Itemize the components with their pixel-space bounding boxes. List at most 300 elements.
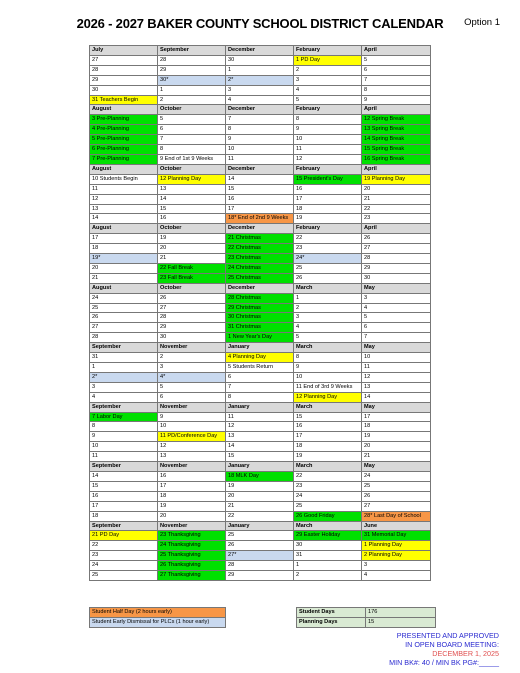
- calendar-row: [90, 55, 431, 65]
- approval-note: [389, 631, 499, 667]
- day-cell: 13: [226, 432, 294, 442]
- day-cell: 18: [362, 422, 431, 432]
- day-cell: 9: [158, 412, 226, 422]
- calendar-row: [90, 244, 431, 254]
- legend-early-dismissal: Student Early Dismissal for PLCs (1 hour early): [90, 618, 226, 628]
- day-cell: 18: [294, 442, 362, 452]
- calendar-row: [90, 471, 431, 481]
- day-cell: 19 Planning Day: [362, 174, 431, 184]
- day-cell: 8: [362, 85, 431, 95]
- day-cell: 30: [362, 273, 431, 283]
- day-cell: 4 Pre-Planning: [90, 125, 158, 135]
- day-cell: 26: [362, 491, 431, 501]
- day-cell: 31: [294, 551, 362, 561]
- day-cell: 11 PD/Conference Day: [158, 432, 226, 442]
- month-header-cell: September: [90, 343, 158, 353]
- day-cell: 20: [158, 511, 226, 521]
- day-cell: 21 PD Day: [90, 531, 158, 541]
- day-cell: 15: [226, 184, 294, 194]
- day-cell: 5: [362, 55, 431, 65]
- month-header-cell: December: [226, 283, 294, 293]
- day-cell: 28: [90, 333, 158, 343]
- calendar-row: [90, 263, 431, 273]
- day-cell: 19: [362, 432, 431, 442]
- month-header-cell: May: [362, 343, 431, 353]
- day-cell: 26: [362, 234, 431, 244]
- month-header-cell: July: [90, 46, 158, 56]
- calendar-row: [90, 75, 431, 85]
- day-cell: 25 Christmas: [226, 273, 294, 283]
- day-cell: 16: [90, 491, 158, 501]
- calendar-row: [90, 65, 431, 75]
- month-header-row: [90, 224, 431, 234]
- month-header-cell: February: [294, 224, 362, 234]
- day-cell: 24: [90, 293, 158, 303]
- approval-minutes: MIN BK#: 40 / MIN BK PG#:_____: [389, 658, 499, 667]
- day-cell: 29: [362, 263, 431, 273]
- day-cell: 23: [362, 214, 431, 224]
- day-cell: 10: [90, 442, 158, 452]
- calendar-row: [90, 194, 431, 204]
- day-cell: 10: [294, 135, 362, 145]
- month-header-cell: March: [294, 283, 362, 293]
- day-cell: 12 Spring Break: [362, 115, 431, 125]
- day-cell: 19: [158, 501, 226, 511]
- day-cell: 24: [362, 471, 431, 481]
- day-cell: 16: [226, 194, 294, 204]
- day-cell: 8: [90, 422, 158, 432]
- day-cell: 22: [294, 234, 362, 244]
- day-cell: 4: [226, 95, 294, 105]
- month-header-cell: September: [158, 46, 226, 56]
- day-cell: 15: [90, 481, 158, 491]
- day-cell: 5: [158, 115, 226, 125]
- month-header-cell: February: [294, 164, 362, 174]
- day-cell: 8: [226, 392, 294, 402]
- day-cell: 3: [294, 313, 362, 323]
- day-cell: 24*: [294, 254, 362, 264]
- month-header-row: [90, 46, 431, 56]
- day-cell: 16 Spring Break: [362, 154, 431, 164]
- day-cell: 5: [294, 95, 362, 105]
- day-cell: 11: [90, 184, 158, 194]
- day-cell: 10: [294, 372, 362, 382]
- day-cell: 26 Thanksgiving: [158, 561, 226, 571]
- day-cell: 18 MLK Day: [226, 471, 294, 481]
- month-header-cell: August: [90, 164, 158, 174]
- calendar-table: [89, 45, 431, 581]
- day-cell: 9: [294, 125, 362, 135]
- day-cell: 7: [226, 382, 294, 392]
- day-cell: 1: [90, 363, 158, 373]
- day-cell: 5 Pre-Planning: [90, 135, 158, 145]
- day-cell: 3 Pre-Planning: [90, 115, 158, 125]
- day-cell: 14 Spring Break: [362, 135, 431, 145]
- calendar-row: [90, 204, 431, 214]
- day-cell: 4: [294, 85, 362, 95]
- calendar-row: [90, 313, 431, 323]
- day-cell: 12: [158, 442, 226, 452]
- day-cell: 31: [90, 353, 158, 363]
- day-cell: 21: [362, 452, 431, 462]
- day-cell: 30*: [158, 75, 226, 85]
- day-cell: 20: [226, 491, 294, 501]
- approval-date: DECEMBER 1, 2025: [432, 649, 499, 658]
- day-cell: 25: [226, 531, 294, 541]
- day-cell: 27: [90, 55, 158, 65]
- calendar-row: [90, 154, 431, 164]
- day-cell: 29 Easter Holiday: [294, 531, 362, 541]
- day-cell: 8: [158, 145, 226, 155]
- day-cell: 4: [90, 392, 158, 402]
- month-header-cell: September: [90, 521, 158, 531]
- day-cell: 27: [362, 501, 431, 511]
- day-cell: 8: [294, 115, 362, 125]
- month-header-cell: June: [362, 521, 431, 531]
- day-cell: 24 Christmas: [226, 263, 294, 273]
- month-header-cell: November: [158, 402, 226, 412]
- month-header-cell: April: [362, 105, 431, 115]
- day-cell: 25: [294, 263, 362, 273]
- calendar-row: [90, 214, 431, 224]
- day-cell: 12 Planning Day: [158, 174, 226, 184]
- legend-spacer: [226, 618, 297, 628]
- month-header-cell: December: [226, 46, 294, 56]
- month-header-cell: February: [294, 46, 362, 56]
- calendar-row: [90, 561, 431, 571]
- month-header-cell: December: [226, 105, 294, 115]
- day-cell: 9: [294, 363, 362, 373]
- day-cell: 25 Thanksgiving: [158, 551, 226, 561]
- month-header-cell: August: [90, 283, 158, 293]
- day-cell: 13: [158, 184, 226, 194]
- month-header-cell: May: [362, 402, 431, 412]
- day-cell: 7 Pre-Planning: [90, 154, 158, 164]
- day-cell: 12: [294, 154, 362, 164]
- calendar-row: [90, 491, 431, 501]
- calendar-row: [90, 541, 431, 551]
- day-cell: 13: [158, 452, 226, 462]
- calendar-row: [90, 254, 431, 264]
- day-cell: 24: [90, 561, 158, 571]
- day-cell: 23: [294, 244, 362, 254]
- day-cell: 5: [294, 333, 362, 343]
- month-header-cell: January: [226, 402, 294, 412]
- calendar-row: [90, 363, 431, 373]
- day-cell: 4 Planning Day: [226, 353, 294, 363]
- day-cell: 22: [90, 541, 158, 551]
- month-header-cell: January: [226, 343, 294, 353]
- day-cell: 15: [294, 412, 362, 422]
- day-cell: 1: [294, 293, 362, 303]
- calendar-body: [90, 46, 431, 581]
- day-cell: 28* Last Day of School: [362, 511, 431, 521]
- month-header-cell: January: [226, 462, 294, 472]
- calendar-row: [90, 511, 431, 521]
- day-cell: 28: [90, 65, 158, 75]
- day-cell: 27: [362, 244, 431, 254]
- planning-days-label: Planning Days: [297, 618, 366, 628]
- day-cell: 18: [90, 244, 158, 254]
- day-cell: 9: [226, 135, 294, 145]
- month-header-cell: March: [294, 402, 362, 412]
- day-cell: 23: [90, 551, 158, 561]
- day-cell: 13: [90, 204, 158, 214]
- calendar-row: [90, 551, 431, 561]
- month-header-cell: November: [158, 462, 226, 472]
- calendar-row: [90, 422, 431, 432]
- day-cell: 30: [158, 333, 226, 343]
- day-cell: 22 Fall Break: [158, 263, 226, 273]
- day-cell: 7: [158, 135, 226, 145]
- calendar-row: [90, 95, 431, 105]
- day-cell: 22 Christmas: [226, 244, 294, 254]
- day-cell: 29: [226, 571, 294, 581]
- day-cell: 3: [158, 363, 226, 373]
- day-cell: 30 Christmas: [226, 313, 294, 323]
- day-cell: 15: [158, 204, 226, 214]
- day-cell: 7: [226, 115, 294, 125]
- calendar-row: [90, 432, 431, 442]
- day-cell: 3: [362, 561, 431, 571]
- day-cell: 6: [158, 392, 226, 402]
- approval-line-1: PRESENTED AND APPROVED: [396, 631, 499, 640]
- day-cell: 18* End of 2nd 9 Weeks: [226, 214, 294, 224]
- month-header-row: [90, 105, 431, 115]
- day-cell: 17: [90, 234, 158, 244]
- calendar-row: [90, 303, 431, 313]
- day-cell: 8: [294, 353, 362, 363]
- day-cell: 2: [158, 95, 226, 105]
- day-cell: 29: [158, 323, 226, 333]
- day-cell: 7: [362, 75, 431, 85]
- month-header-cell: October: [158, 283, 226, 293]
- month-header-row: [90, 462, 431, 472]
- month-header-cell: March: [294, 521, 362, 531]
- day-cell: 13: [362, 382, 431, 392]
- day-cell: 31 Teachers Begin: [90, 95, 158, 105]
- day-cell: 1 New Year's Day: [226, 333, 294, 343]
- day-cell: 9: [362, 95, 431, 105]
- day-cell: 18: [90, 511, 158, 521]
- day-cell: 4: [362, 571, 431, 581]
- day-cell: 3: [362, 293, 431, 303]
- day-cell: 30: [294, 541, 362, 551]
- day-cell: 6: [362, 323, 431, 333]
- day-cell: 11: [90, 452, 158, 462]
- day-cell: 19: [226, 481, 294, 491]
- month-header-cell: August: [90, 105, 158, 115]
- legend-table: [89, 607, 436, 628]
- day-cell: 14: [158, 194, 226, 204]
- day-cell: 3: [226, 85, 294, 95]
- day-cell: 16: [158, 471, 226, 481]
- day-cell: 1 Planning Day: [362, 541, 431, 551]
- day-cell: 28: [226, 561, 294, 571]
- calendar-row: [90, 412, 431, 422]
- day-cell: 6: [362, 65, 431, 75]
- day-cell: 25: [90, 571, 158, 581]
- page-title: 2026 - 2027 BAKER COUNTY SCHOOL DISTRICT CALENDAR: [76, 16, 444, 31]
- day-cell: 2*: [226, 75, 294, 85]
- calendar-row: [90, 442, 431, 452]
- day-cell: 14: [90, 214, 158, 224]
- day-cell: 5: [158, 382, 226, 392]
- calendar-row: [90, 501, 431, 511]
- day-cell: 26: [294, 273, 362, 283]
- day-cell: 25: [294, 501, 362, 511]
- month-header-cell: August: [90, 224, 158, 234]
- day-cell: 11 End of 3rd 9 Weeks: [294, 382, 362, 392]
- day-cell: 2: [294, 571, 362, 581]
- day-cell: 29: [90, 75, 158, 85]
- day-cell: 19: [294, 214, 362, 224]
- day-cell: 31 Memorial Day: [362, 531, 431, 541]
- day-cell: 19: [294, 452, 362, 462]
- calendar-row: [90, 392, 431, 402]
- option-label: Option 1: [464, 17, 500, 28]
- month-header-row: [90, 521, 431, 531]
- calendar-row: [90, 531, 431, 541]
- day-cell: 2*: [90, 372, 158, 382]
- day-cell: 14: [226, 174, 294, 184]
- day-cell: 3: [90, 382, 158, 392]
- day-cell: 2: [158, 353, 226, 363]
- day-cell: 2: [294, 65, 362, 75]
- calendar-row: [90, 234, 431, 244]
- day-cell: 3: [294, 75, 362, 85]
- calendar-row: [90, 571, 431, 581]
- approval-line-2: IN OPEN BOARD MEETING:: [405, 640, 499, 649]
- month-header-cell: January: [226, 521, 294, 531]
- month-header-cell: April: [362, 164, 431, 174]
- day-cell: 11: [362, 363, 431, 373]
- month-header-row: [90, 343, 431, 353]
- day-cell: 27: [158, 303, 226, 313]
- month-header-cell: November: [158, 521, 226, 531]
- month-header-cell: October: [158, 224, 226, 234]
- day-cell: 14: [226, 442, 294, 452]
- day-cell: 28 Christmas: [226, 293, 294, 303]
- day-cell: 21: [362, 194, 431, 204]
- day-cell: 21: [226, 501, 294, 511]
- calendar-row: [90, 184, 431, 194]
- month-header-row: [90, 402, 431, 412]
- month-header-cell: September: [90, 402, 158, 412]
- calendar-row: [90, 125, 431, 135]
- day-cell: 15 Spring Break: [362, 145, 431, 155]
- day-cell: 4*: [158, 372, 226, 382]
- day-cell: 6: [226, 372, 294, 382]
- calendar-row: [90, 353, 431, 363]
- day-cell: 22: [362, 204, 431, 214]
- day-cell: 11: [226, 154, 294, 164]
- month-header-cell: October: [158, 164, 226, 174]
- calendar-row: [90, 481, 431, 491]
- day-cell: 22: [226, 511, 294, 521]
- day-cell: 12 Planning Day: [294, 392, 362, 402]
- day-cell: 17: [294, 194, 362, 204]
- day-cell: 27: [90, 323, 158, 333]
- calendar-row: [90, 323, 431, 333]
- day-cell: 12: [90, 194, 158, 204]
- day-cell: 26: [226, 541, 294, 551]
- day-cell: 4: [294, 323, 362, 333]
- day-cell: 21 Christmas: [226, 234, 294, 244]
- day-cell: 26: [90, 313, 158, 323]
- student-days-label: Student Days: [297, 608, 366, 618]
- day-cell: 12: [362, 372, 431, 382]
- day-cell: 25: [362, 481, 431, 491]
- month-header-row: [90, 283, 431, 293]
- day-cell: 24 Thanksgiving: [158, 541, 226, 551]
- day-cell: 26 Good Friday: [294, 511, 362, 521]
- day-cell: 8: [226, 125, 294, 135]
- day-cell: 14: [362, 392, 431, 402]
- day-cell: 5: [362, 313, 431, 323]
- day-cell: 10: [158, 422, 226, 432]
- day-cell: 4: [362, 303, 431, 313]
- day-cell: 22: [294, 471, 362, 481]
- day-cell: 19: [158, 234, 226, 244]
- calendar-row: [90, 452, 431, 462]
- day-cell: 15: [226, 452, 294, 462]
- day-cell: 17: [158, 481, 226, 491]
- legend-half-day: Student Half Day (2 hours early): [90, 608, 226, 618]
- day-cell: 21: [90, 273, 158, 283]
- day-cell: 5 Students Return: [226, 363, 294, 373]
- calendar-row: [90, 145, 431, 155]
- day-cell: 23 Fall Break: [158, 273, 226, 283]
- month-header-cell: May: [362, 462, 431, 472]
- day-cell: 9: [90, 432, 158, 442]
- day-cell: 16: [158, 214, 226, 224]
- month-header-cell: May: [362, 283, 431, 293]
- calendar-row: [90, 85, 431, 95]
- day-cell: 2 Planning Day: [362, 551, 431, 561]
- day-cell: 31 Christmas: [226, 323, 294, 333]
- day-cell: 28: [158, 313, 226, 323]
- month-header-cell: March: [294, 462, 362, 472]
- day-cell: 13 Spring Break: [362, 125, 431, 135]
- month-header-row: [90, 164, 431, 174]
- day-cell: 17: [294, 432, 362, 442]
- day-cell: 24: [294, 491, 362, 501]
- calendar-row: [90, 333, 431, 343]
- day-cell: 18: [158, 491, 226, 501]
- calendar-row: [90, 293, 431, 303]
- day-cell: 6: [158, 125, 226, 135]
- month-header-cell: April: [362, 224, 431, 234]
- day-cell: 1: [294, 561, 362, 571]
- day-cell: 30: [90, 85, 158, 95]
- day-cell: 14: [90, 471, 158, 481]
- day-cell: 7: [362, 333, 431, 343]
- day-cell: 25: [90, 303, 158, 313]
- month-header-cell: March: [294, 343, 362, 353]
- calendar-row: [90, 382, 431, 392]
- day-cell: 16: [294, 184, 362, 194]
- day-cell: 21: [158, 254, 226, 264]
- day-cell: 26: [158, 293, 226, 303]
- day-cell: 11: [226, 412, 294, 422]
- day-cell: 9 End of 1st 9 Weeks: [158, 154, 226, 164]
- month-header-cell: October: [158, 105, 226, 115]
- day-cell: 29: [158, 65, 226, 75]
- day-cell: 20: [362, 442, 431, 452]
- day-cell: 29 Christmas: [226, 303, 294, 313]
- day-cell: 1: [226, 65, 294, 75]
